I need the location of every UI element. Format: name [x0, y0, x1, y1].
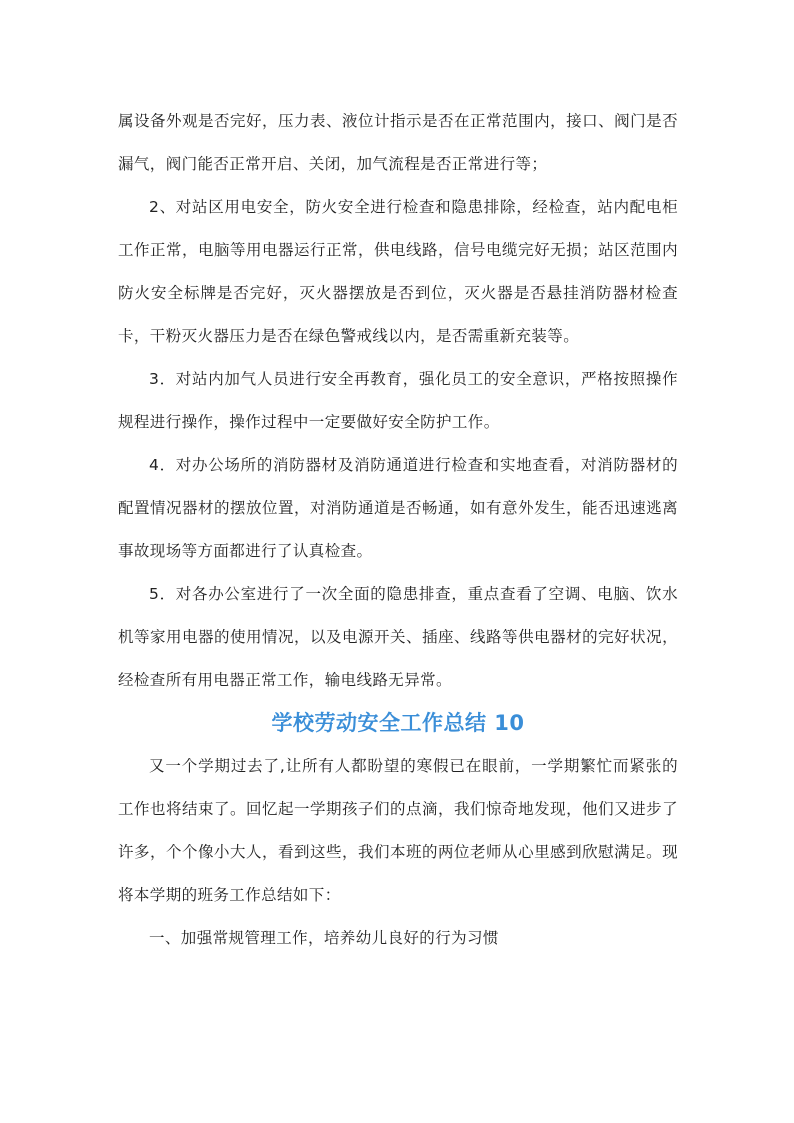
paragraph-semester-intro: 又一个学期过去了,让所有人都盼望的寒假已在眼前，一学期繁忙而紧张的工作也将结束了。回忆起一学期孩子们的点滴，我们惊奇地发现，他们又进步了许多，个个像小大人，看到这些，我们本班的两位老师从心里感到欣慰满足。现将本学期的班务工作总结如下：: [118, 757, 678, 904]
paragraph-heading-routine-management: 一、加强常规管理工作，培养幼儿良好的行为习惯: [149, 929, 499, 947]
paragraph-continued-equipment-check: 属设备外观是否完好，压力表、液位计指示是否在正常范围内，接口、阀门是否漏气，阀门能否正常开启、关闭，加气流程是否正常进行等；: [118, 112, 678, 173]
paragraph-item-2-electrical-fire-safety: 2、对站区用电安全，防火安全进行检查和隐患排除，经检查，站内配电柜工作正常，电脑等用电器运行正常，供电线路，信号电缆完好无损；站区范围内防火安全标牌是否完好，灭火器摆放是否到位，灭火器是否悬挂消防器材检查卡，干粉灭火器压力是否在绿色警戒线以内，是否需重新充装等。: [118, 198, 678, 345]
document-body: [118, 100, 678, 960]
paragraph-item-5-office-hazard-check: 5．对各办公室进行了一次全面的隐患排查，重点查看了空调、电脑、饮水机等家用电器的使用情况，以及电源开关、插座、线路等供电器材的完好状况，经检查所有用电器正常工作，输电线路无异常。: [118, 585, 678, 689]
paragraph-item-4-office-fire-equipment: 4．对办公场所的消防器材及消防通道进行检查和实地查看，对消防器材的配置情况器材的摆放位置，对消防通道是否畅通，如有意外发生，能否迅速逃离事故现场等方面都进行了认真检查。: [118, 456, 678, 560]
section-title: 学校劳动安全工作总结 10: [271, 711, 525, 735]
paragraph-item-3-staff-education: 3．对站内加气人员进行安全再教育，强化员工的安全意识，严格按照操作规程进行操作，操作过程中一定要做好安全防护工作。: [118, 370, 678, 431]
